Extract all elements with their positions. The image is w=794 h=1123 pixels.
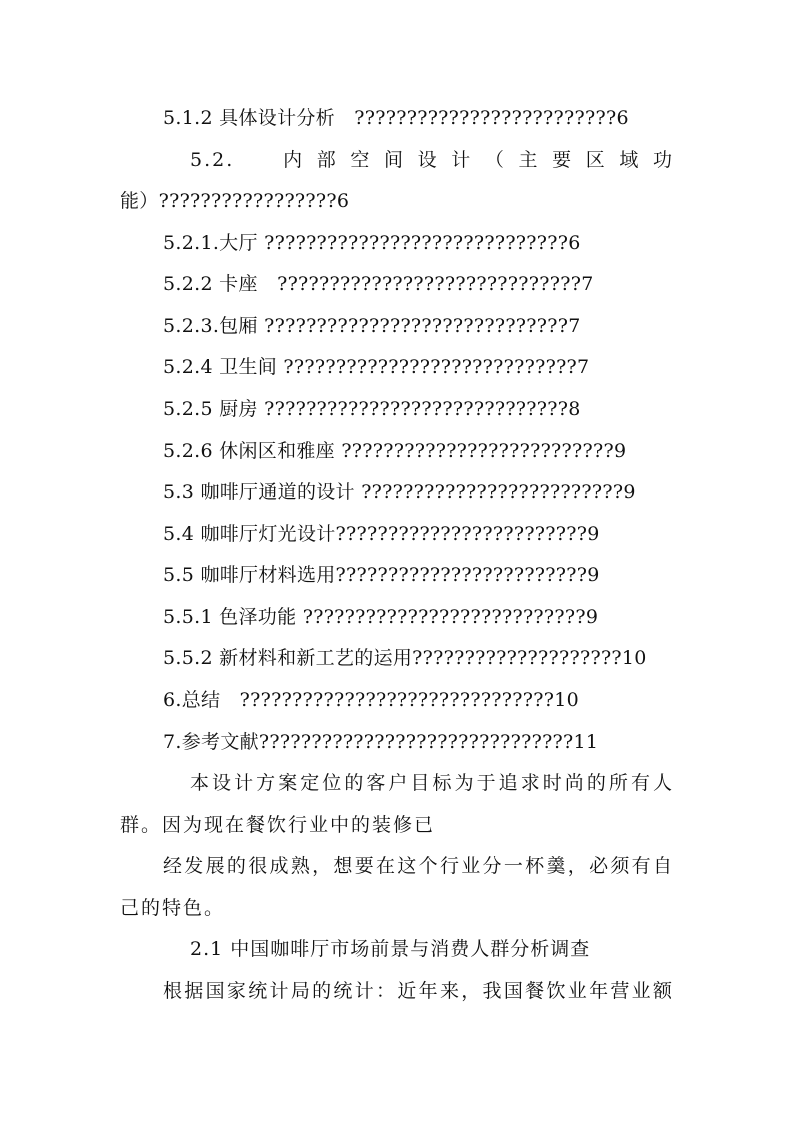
toc-entry-5-2-6: 5.2.6 休闲区和雅座 ??????????????????????????9	[163, 440, 627, 462]
toc-entry-5-3: 5.3 咖啡厅通道的设计 ?????????????????????????9	[163, 481, 636, 503]
toc-entry-5-2-line2: 能）?????????????????6	[120, 190, 350, 212]
toc-entry-5-2-3: 5.2.3.包厢 ?????????????????????????????7	[163, 315, 581, 337]
toc-entry-5-2-5: 5.2.5 厨房 ?????????????????????????????8	[163, 398, 581, 420]
body-paragraph-1-line-2: 群。因为现在餐饮行业中的装修已	[120, 814, 436, 836]
toc-entry-5-2-2: 5.2.2 卡座 ?????????????????????????????7	[163, 273, 594, 295]
toc-entry-5-2-line1: 5.2. 内 部 空 间 设 计 （ 主 要 区 域 功	[190, 149, 674, 171]
toc-entry-5-4: 5.4 咖啡厅灯光设计????????????????????????9	[163, 523, 600, 545]
toc-entry-7: 7.参考文献??????????????????????????????11	[163, 731, 599, 753]
toc-entry-6: 6.总结 ??????????????????????????????10	[163, 689, 580, 711]
section-heading-2-1: 2.1 中国咖啡厅市场前景与消费人群分析调查	[190, 938, 591, 960]
toc-entry-5-1-2: 5.1.2 具体设计分析 ?????????????????????????6	[163, 107, 629, 129]
toc-entry-5-5-1: 5.5.1 色泽功能 ???????????????????????????9	[163, 606, 599, 628]
body-paragraph-1-line-1: 本设计方案定位的客户目标为于追求时尚的所有人	[190, 772, 674, 794]
toc-entry-5-5: 5.5 咖啡厅材料选用????????????????????????9	[163, 564, 600, 586]
body-paragraph-3-line-1: 根据国家统计局的统计：近年来，我国餐饮业年营业额	[163, 980, 674, 1002]
toc-entry-5-2-4: 5.2.4 卫生间 ????????????????????????????7	[163, 356, 590, 378]
body-paragraph-2-line-2: 己的特色。	[120, 897, 226, 919]
body-paragraph-2-line-1: 经发展的很成熟，想要在这个行业分一杯羹，必须有自	[163, 855, 674, 877]
toc-entry-5-2-1: 5.2.1.大厅 ?????????????????????????????6	[163, 232, 581, 254]
toc-entry-5-5-2: 5.5.2 新材料和新工艺的运用????????????????????10	[163, 647, 647, 669]
